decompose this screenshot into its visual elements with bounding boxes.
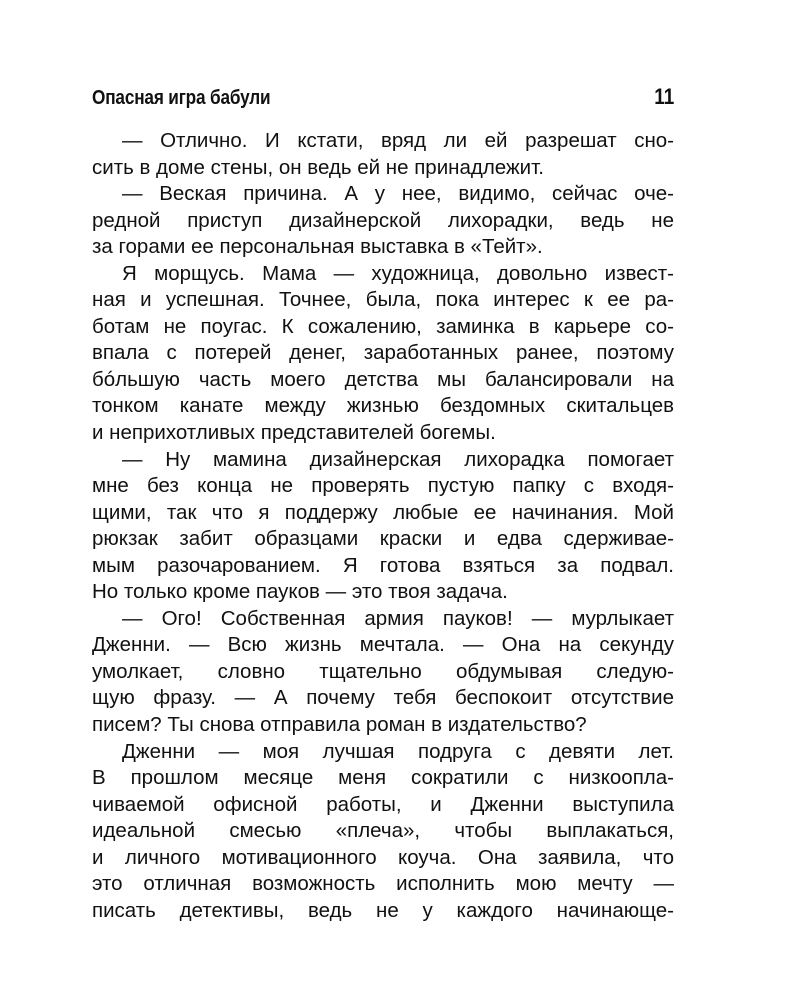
text-line: рюкзак забит образцами краски и едва сдерживае-: [92, 527, 674, 551]
text-line: ботам не поугас. К сожалению, заминка в карьере со-: [92, 314, 674, 338]
text-line: щими, так что я поддержу любые ее начинания. Мой: [92, 500, 674, 524]
text-line: щую фразу. — А почему тебя беспокоит отсутствие: [92, 686, 674, 710]
running-title: Опасная игра бабули: [92, 87, 271, 109]
text-line: мне без конца не проверять пустую папку с входя-: [92, 474, 674, 498]
text-line: чиваемой офисной работы, и Дженни выступила: [92, 792, 674, 816]
text-line: — Веская причина. А у нее, видимо, сейчас оче-: [122, 182, 674, 206]
text-line: идеальной смесью «плеча», чтобы выплакаться,: [92, 819, 674, 843]
text-line: это отличная возможность исполнить мою мечту —: [92, 872, 674, 896]
text-line: сить в доме стены, он ведь ей не принадлежит.: [92, 155, 544, 179]
text-line: ная и успешная. Точнее, была, пока интерес к ее ра-: [92, 288, 674, 312]
page-header: [92, 84, 674, 114]
text-line: мым разочарованием. Я готова взяться за подвал.: [92, 553, 674, 577]
text-line: — Отлично. И кстати, вряд ли ей разрешат сно-: [122, 129, 674, 152]
text-line: за горами ее персональная выставка в «Тейт».: [92, 235, 543, 259]
text-line: и неприхотливых представителей богемы.: [92, 421, 496, 445]
text-line: писем? Ты снова отправила роман в издательство?: [92, 713, 587, 737]
text-line: редной приступ дизайнерской лихорадки, ведь не: [92, 208, 674, 232]
text-line: умолкает, словно тщательно обдумывая следую-: [92, 659, 674, 683]
text-line: бóльшую часть моего детства мы балансировали на: [92, 367, 674, 391]
text-line: и личного мотивационного коуча. Она заявила, что: [92, 845, 674, 869]
text-line: писать детективы, ведь не у каждого начинающе-: [92, 898, 674, 922]
text-line: — Ого! Собственная армия пауков! — мурлыкает: [122, 606, 674, 630]
text-line: Дженни. — Всю жизнь мечтала. — Она на секунду: [92, 633, 674, 657]
text-line: тонком канате между жизнью бездомных скитальцев: [92, 394, 674, 418]
text-line: Но только кроме пауков — это твоя задача.: [92, 580, 508, 604]
text-line: — Ну мамина дизайнерская лихорадка помогает: [122, 447, 674, 471]
text-line: Я морщусь. Мама — художница, довольно извест-: [122, 261, 674, 285]
page-number: 11: [653, 84, 674, 109]
text-line: В прошлом месяце меня сократили с низкоопла-: [92, 766, 674, 790]
text-line: Дженни — моя лучшая подруга с девяти лет.: [122, 739, 674, 763]
body-text: [92, 128, 674, 924]
text-line: впала с потерей денег, заработанных ранее, поэтому: [92, 341, 674, 365]
